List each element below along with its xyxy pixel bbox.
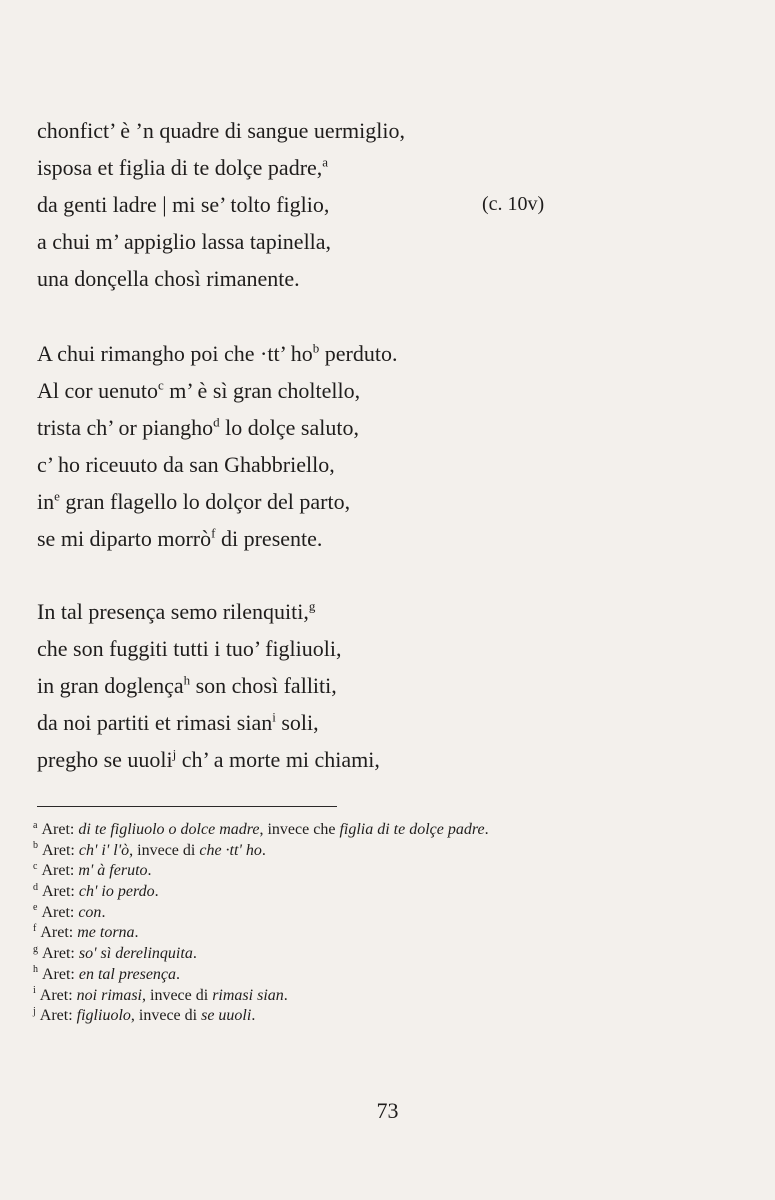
footnote-mark: g [308, 598, 316, 614]
verse-line: da noi partiti et rimasi sian$^i$ soli, [37, 709, 319, 735]
footnote: $^a$ Aret: di te figliuolo o dolce madre, invece che figlia di te dolçe padre. [33, 819, 489, 838]
footnote: $^b$ Aret: ch' i' l'ò, invece di che ·tt' ho. [33, 840, 266, 859]
footnote: $^e$ Aret: con. [33, 902, 106, 921]
footnote: $^g$ Aret: so' sì derelinquita. [33, 943, 197, 963]
footnote: $^f$ Aret: me torna. [33, 923, 139, 942]
footnote-mark: d [213, 414, 220, 430]
footnote: $^c$ Aret: m' à feruto. [33, 861, 152, 880]
footnote: $^j$ Aret: figliuolo, invece di se uuoli. [33, 1005, 256, 1025]
verse-line: trista ch’ or piangho$^d$ lo dolçe saluto, [37, 414, 359, 440]
footnote-divider [37, 806, 337, 807]
verse-line: In tal presença semo rilenquiti,$^g$ [37, 598, 316, 624]
footnote-mark: j [172, 746, 177, 762]
page-number: 73 [376, 1098, 399, 1123]
footnote-mark: f [211, 525, 216, 541]
footnotes [33, 820, 733, 1027]
stanza-1 [37, 112, 557, 297]
verse-line: pregho se uuoli$^j$ ch’ a morte mi chiami, [37, 746, 380, 772]
footnote-mark: i [272, 709, 276, 725]
stanza-2 [37, 335, 557, 557]
verse-line: se mi diparto morrò$^f$ di presente. [37, 525, 323, 551]
footnote-mark: c [157, 377, 164, 393]
footnote-mark: h [183, 672, 191, 688]
verse-line: chonfict’ è ’n quadre di sangue uermiglio, [37, 118, 405, 143]
verse-line: in gran doglença$^h$ son chosì falliti, [37, 672, 337, 698]
footnote-mark: e [54, 488, 60, 504]
footnote: $^i$ Aret: noi rimasi, invece di rimasi sian. [33, 985, 288, 1004]
verse-line: isposa et figlia di te dolçe padre,$^a$ [37, 154, 329, 180]
footnote: $^d$ Aret: ch' io perdo. [33, 881, 159, 901]
verse-line: che son fuggiti tutti i tuo’ figliuoli, [37, 636, 342, 661]
verse-line: c’ ho riceuuto da san Ghabbriello, [37, 452, 335, 477]
stanza-3 [37, 593, 557, 778]
footnote: $^h$ Aret: en tal presença. [33, 964, 181, 983]
verse-line: $in^e$ gran flagello lo dolçor del parto, [37, 488, 351, 514]
verse-line: a chui m’ appiglio lassa tapinella, [37, 229, 332, 254]
footnote-mark: a [322, 154, 329, 170]
verse-line: A chui rimangho poi che ·tt’ $ho^b$ perduto. [37, 340, 398, 366]
verse-line: da genti ladre | mi se’ tolto figlio, (c. 10v) [37, 186, 557, 223]
folio-reference: (c. 10v) [482, 193, 545, 215]
verse-line: una donçella chosì rimanente. [37, 266, 300, 291]
footnote-mark: b [312, 340, 320, 356]
verse-line: Al cor uenuto$^c$ m’ è sì gran choltello, [37, 377, 361, 403]
